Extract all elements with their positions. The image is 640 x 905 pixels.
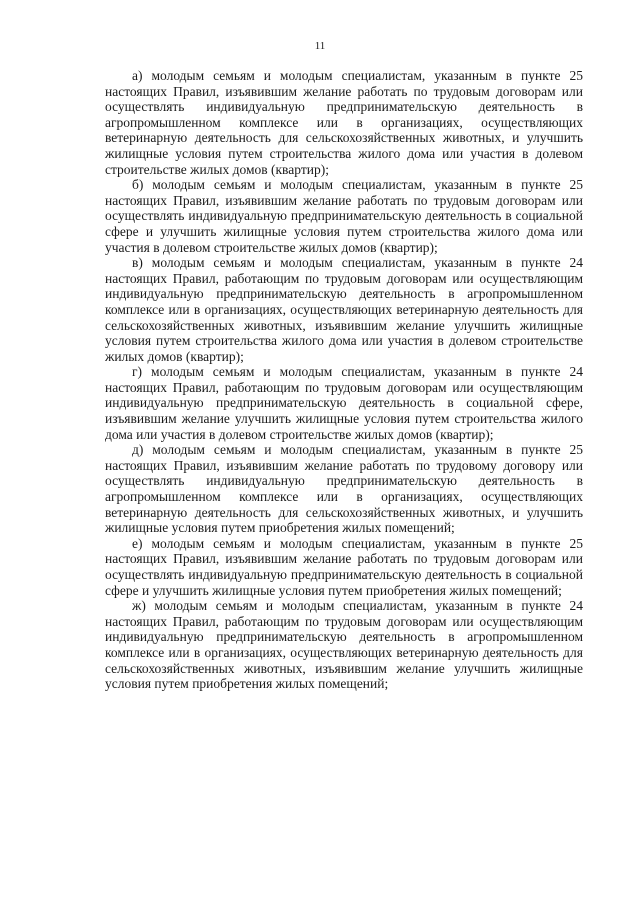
paragraph-v: в) молодым семьям и молодым специалистам, указанным в пункте 24 настоящих Правил, работающим по трудовым договорам или осуществляющим индивидуальную предпринимательскую деятельность в агропромышленном комплексе или в организациях, осуществляющих ветеринарную деятельность для сельскохозяйственных животных, изъявившим желание улучшить жилищные условия путем строительства жилого дома или участия в долевом строительстве жилых домов (квартир);	[105, 255, 583, 364]
document-body	[105, 68, 583, 692]
page-number: 11	[314, 40, 326, 52]
paragraph-a: а) молодым семьям и молодым специалистам, указанным в пункте 25 настоящих Правил, изъявившим желание работать по трудовым договорам или осуществлять индивидуальную предпринимательскую деятельность в агропромышленном комплексе или в организациях, осуществляющих ветеринарную деятельность для сельскохозяйственных животных, и улучшить жилищные условия путем строительства жилого дома или участия в долевом строительстве жилых домов (квартир);	[105, 68, 583, 177]
paragraph-e: е) молодым семьям и молодым специалистам, указанным в пункте 25 настоящих Правил, изъявившим желание работать по трудовым договорам или осуществлять индивидуальную предпринимательскую деятельность в социальной сфере и улучшить жилищные условия путем приобретения жилых помещений;	[105, 535, 583, 598]
paragraph-zh: ж) молодым семьям и молодым специалистам, указанным в пункте 24 настоящих Правил, работающим по трудовым договорам или осуществляющим индивидуальную предпринимательскую деятельность в агропромышленном комплексе или в организациях, осуществляющих ветеринарную деятельность для сельскохозяйственных животных, изъявившим желание улучшить жилищные условия путем приобретения жилых помещений;	[105, 598, 583, 692]
paragraph-g: г) молодым семьям и молодым специалистам, указанным в пункте 24 настоящих Правил, работающим по трудовым договорам или осуществляющим индивидуальную предпринимательскую деятельность в социальной сфере, изъявившим желание улучшить жилищные условия путем строительства жилого дома или участия в долевом строительстве жилых домов (квартир);	[105, 364, 583, 442]
paragraph-d: д) молодым семьям и молодым специалистам, указанным в пункте 25 настоящих Правил, изъявившим желание работать по трудовому договору или осуществлять индивидуальную предпринимательскую деятельность в агропромышленном комплексе или в организациях, осуществляющих ветеринарную деятельность для сельскохозяйственных животных, и улучшить жилищные условия путем приобретения жилых помещений;	[105, 442, 583, 536]
paragraph-b: б) молодым семьям и молодым специалистам, указанным в пункте 25 настоящих Правил, изъявившим желание работать по трудовым договорам или осуществлять индивидуальную предпринимательскую деятельность в социальной сфере и улучшить жилищные условия путем строительства жилого дома или участия в долевом строительстве жилых домов (квартир);	[105, 177, 583, 255]
